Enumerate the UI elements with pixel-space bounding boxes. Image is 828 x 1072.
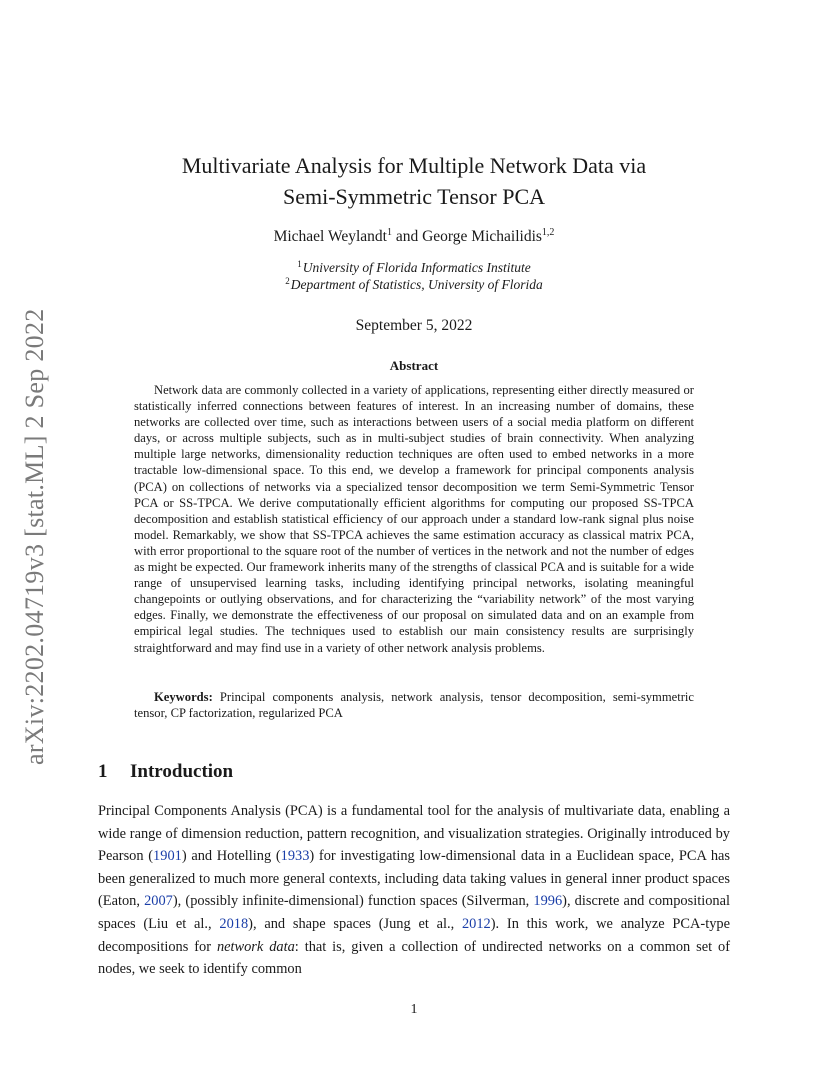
affiliation-2 — [100, 276, 728, 293]
intro-text-2: ) and Hotelling ( — [181, 848, 281, 865]
publication-date: September 5, 2022 — [355, 317, 473, 334]
section-heading-introduction — [98, 760, 233, 784]
affiliation-2-mark: 2 — [285, 275, 290, 286]
intro-text-8: : that is, given a collection of undirected networks on a common set of nodes, we seek to identify common — [98, 938, 731, 978]
keywords — [134, 689, 694, 721]
author-1-affiliation-mark: 1 — [386, 226, 392, 238]
intro-text-1: Principal Components Analysis (PCA) is a fundamental tool for the analysis of multivariate data, enabling a wide range of dimension reduction, pattern recognition, and visualization strategies. Originally introduced by Pearson ( — [98, 803, 730, 865]
affiliation-1-text: University of Florida Informatics Institute — [302, 260, 531, 275]
affiliation-list — [100, 259, 728, 293]
arxiv-identifier-stamp: arXiv:2202.04719v3 [stat.ML] 2 Sep 2022 — [20, 308, 49, 765]
keywords-label: Keywords: — [154, 690, 213, 704]
page-number: 1 — [410, 1002, 418, 1017]
intro-text-3: ) for investigating low-dimensional data in a Euclidean space, PCA has been generalized to much more general contexts, including data taking values in general inner product spaces (Eaton, — [98, 848, 731, 910]
author-list — [100, 227, 728, 247]
citation-link-pearson-year[interactable]: 1901 — [153, 848, 182, 865]
abstract-text: Network data are commonly collected in a variety of applications, representing either directly measured or statistically inferred connections between features of interest. In an increasing number of domains, these networks are collected over time, such as interactions between users of a social media platform on different days, or across multiple subjects, such as in multi-subject studies of brain connectivity. When analyzing multiple large networks, dimensionality reduction techniques are often used to embed networks in a more tractable low-dimensional space. To this end, we develop a framework for principal components analysis (PCA) on collections of networks via a specialized tensor decomposition we term Semi-Symmetric Tensor PCA or SS-TPCA. We derive computationally efficient algorithms for computing our proposed SS-TPCA decomposition and establish statistical efficiency of our approach under a standard low-rank signal plus noise model. Remarkably, we show that SS-TPCA achieves the same estimation accuracy as classical matrix PCA, with error proportional to the square root of the number of vertices in the network and not the number of edges as might be expected. Our framework inherits many of the strengths of classical PCA and is suitable for a wide range of unsupervised learning tasks, including identifying principal networks, isolating meaningful changepoints or outlying observations, and for characterizing the “variability network” of the most varying edges. Finally, we demonstrate the effectiveness of our proposal on simulated data and on an example from empirical legal studies. The techniques used to establish our main consistency results are surprisingly straightforward and may find use in a variety of other network analysis problems. — [134, 383, 694, 655]
citation-link-jung-year[interactable]: 2012 — [461, 915, 491, 932]
introduction-paragraph — [98, 800, 730, 981]
author-2-affiliation-mark: 1,2 — [541, 226, 555, 238]
author-name-2: George Michailidis — [422, 228, 542, 245]
section-number: 1 — [98, 761, 108, 782]
citation-link-eaton-year[interactable]: 2007 — [144, 893, 173, 910]
citation-link-hotelling-year[interactable]: 1933 — [280, 848, 310, 865]
citation-link-silverman-year[interactable]: 1996 — [533, 893, 563, 910]
abstract-heading: Abstract — [389, 358, 439, 373]
intro-emphasis-network-data: network data — [216, 938, 295, 955]
author-conjunction: and — [391, 228, 423, 245]
author-name-1: Michael Weylandt — [273, 228, 387, 245]
keywords-text: Principal components analysis, network analysis, tensor decomposition, semi-symmetric tensor, CP factorization, regularized PCA — [134, 690, 694, 721]
intro-text-5: ), discrete and compositional spaces (Liu et al., — [98, 893, 730, 932]
affiliation-1 — [100, 259, 728, 276]
title-line-1: Multivariate Analysis for Multiple Network Data via — [181, 153, 647, 178]
citation-link-liu-year[interactable]: 2018 — [219, 915, 249, 932]
section-title: Introduction — [130, 761, 234, 782]
intro-text-7: ). In this work, we analyze PCA-type decompositions for — [98, 915, 730, 955]
paper-title — [100, 150, 728, 212]
title-line-2: Semi-Symmetric Tensor PCA — [282, 184, 546, 209]
intro-text-4: ), (possibly infinite-dimensional) function spaces (Silverman, — [172, 893, 534, 910]
intro-text-6: ), and shape spaces (Jung et al., — [248, 915, 462, 932]
affiliation-1-mark: 1 — [297, 258, 302, 269]
affiliation-2-text: Department of Statistics, University of Florida — [290, 277, 543, 292]
